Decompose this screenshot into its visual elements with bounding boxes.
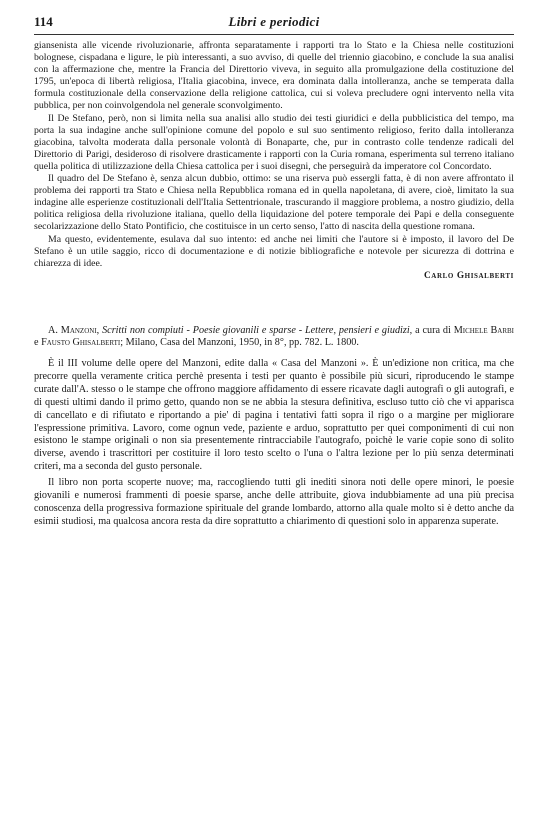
review-de-stefano bbox=[34, 40, 514, 281]
bibliographic-citation bbox=[34, 325, 514, 350]
citation-publication: ; Milano, Casa del Manzoni, 1950, in 8°, pp. 782. L. 1800. bbox=[120, 337, 359, 349]
citation-conjunction: e bbox=[34, 337, 39, 349]
paragraph: Il libro non porta scoperte nuove; ma, raccogliendo tutti gli inediti sinora noti delle opere minori, le poesie giovanili e numerosi frammenti di poesie sparse, anche delle attribuite, giova indubbiamente ad una più precisa conoscenza della progressiva formazione spirituale del grande lombardo, attorno alla quale molto si è detto anche da esimii studiosi, ma qualcosa ancora resta da dire soprattutto a chiarimento di questioni solo in apparenza superate. bbox=[34, 477, 514, 527]
citation-curator: Michele Barbi bbox=[453, 324, 515, 336]
page-content bbox=[34, 40, 514, 529]
citation-title: Scritti non compiuti - Poesie giovanili e sparse - Lettere, pensieri e giudizi, bbox=[102, 324, 413, 336]
paragraph: È il III volume delle opere del Manzoni, edite dalla « Casa del Manzoni ». È un'edizione non critica, ma che precorre quella veramente critica perchè presenta i testi per quanto è possibile più sicuri, riproducendo le stampe curate dall'A. stesso o le stampe che offrono maggiore affidamento di essere ricavate dagli autografi o gli autografi, e di questi ultimi dando il primo getto, quando non se ne abbia la stesura definitiva, escluso tutto ciò che vi apparisca di cancellato e di rifiutato e riportando a pie' di pagina i tentativi fatti sopra il rigo o a margine per migliorare l'espressione primitiva. Lavoro, come ognun vede, paziente e arduo, soprattutto per quei componimenti di cui non esistono le stampe originali o non sia presentemente rintracciabile l'autografo, poichè le varie copie sono di solito diverse, avendo i trascrittori per costituire il loro testo scelto o l'una o l'altra lezione per lo più senza determinati criteri, ma a seconda del gusto personale. bbox=[34, 357, 514, 473]
citation-author: A. Manzoni, bbox=[48, 324, 100, 336]
running-title: Libri e periodici bbox=[228, 14, 320, 29]
page-header bbox=[34, 12, 514, 35]
paragraph: Ma questo, evidentemente, esulava dal suo intento: ed anche nei limiti che l'autore si è imposto, il lavoro del De Stefano è un utile saggio, ricco di documentazione e di notizie bibliografiche e notevole per sicurezza di dottrina e chiarezza di idee. bbox=[34, 233, 514, 269]
paragraph: giansenista alle vicende rivoluzionarie, affronta separatamente i rapporti tra lo Stato e la Chiesa nelle costituzioni bolognese, cispadana e ligure, le più interessanti, a suo avviso, di quelle del triennio giacobino, e conclude la sua analisi con la affermazione che, mentre la Francia del Direttorio viveva, in seguito alla promulgazione della costituzione del 1795, un'epoca di libertà religiosa, l'Italia giacobina, invece, era dominata dalla intolleranza, anche se temperata dalla formula costituzionale della conservazione della religione cattolica, cui si voleva precludere ogni intervento nella vita pubblica, per non coinvolgendola nel generale sconvolgimento. bbox=[34, 40, 514, 112]
citation-curator: Fausto Ghisalberti bbox=[41, 337, 121, 349]
paragraph: Il De Stefano, però, non si limita nella sua analisi allo studio dei testi giuridici e della pubblicistica del tempo, ma porta la sua indagine anche sull'opinione comune del popolo e sul suo sentimento religioso, ferito dalla intolleranza giacobina, talvolta moderata dalla personale volontà di Bonaparte, che, pur in contrasto colle tendenze radicali del Direttorio di Parigi, desideroso di risolvere drasticamente i rapporti con la Curia romana, esperimenta sul terreno italiano quella politica di utilizzazione della Chiesa cattolica per i suoi disegni, che perseguirà da imperatore col Concordato. bbox=[34, 112, 514, 172]
page-number: 114 bbox=[34, 14, 53, 29]
review-signature: Carlo Ghisalberti bbox=[423, 270, 514, 281]
review-manzoni bbox=[34, 325, 514, 529]
citation-curators-prefix: a cura di bbox=[415, 324, 451, 336]
paragraph: Il quadro del De Stefano è, senza alcun dubbio, ottimo: se una riserva può essergli fatta, è di non avere affrontato il problema dei rapporti tra Stato e Chiesa nella Repubblica romana ed in quella napoletana, di avere, cioè, limitato la sua indagine alle esperienze costituzionali dell'Italia Settentrionale, trascurando il maggiore problema, a nostro giudizio, della politica religiosa della rivoluzione italiana, quello della liquidazione del potere temporale dei Papi e della conseguente secolarizzazione dello Stato Pontificio, che costituisce in un certo senso, l'atto di nascita della questione romana. bbox=[34, 173, 514, 233]
